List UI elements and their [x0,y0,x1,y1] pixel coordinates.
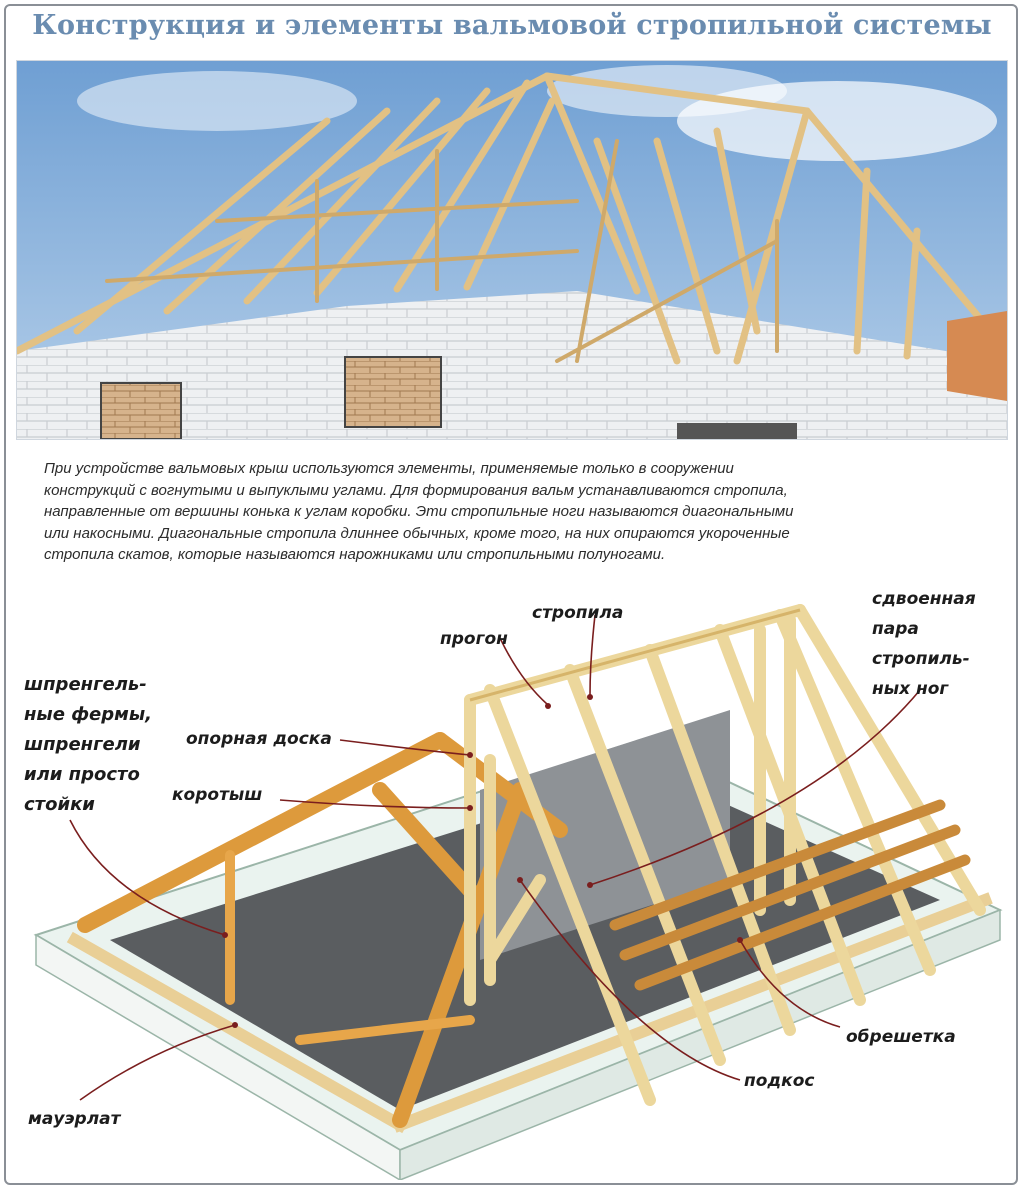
description-line: или накосными. Диагональные стропила длиннее обычных, кроме того, на них опираются укороченные [44,524,790,542]
label-obreshetka: обрешетка [846,1027,956,1047]
label-line: ных ног [872,679,949,699]
label-sdvoennaya-para [872,584,976,704]
description-line: При устройстве вальмовых крыш используются элементы, применяемые только в сооружении [44,460,734,477]
label-podkos: подкос [744,1071,815,1091]
label-line: стропиль- [872,649,970,669]
label-mauerlat: мауэрлат [28,1109,121,1129]
roof-frame-photo [16,60,1008,440]
description-line: конструкций с вогнутыми и выпуклыми углами. Для формирования вальм устанавливаются стропила, [44,481,788,499]
label-line: или просто [24,764,140,785]
label-line: шпренгели [24,734,141,755]
label-shprengel [24,670,152,820]
page-title: Конструкция и элементы вальмовой стропильной системы [32,10,992,41]
description-line: направленные от вершины конька к углам коробки. Эти стропильные ноги называются диагональными [44,503,794,521]
label-line: ные фермы, [24,704,152,725]
label-line: сдвоенная [872,589,976,609]
label-line: шпренгель- [24,674,147,695]
label-stropila: стропила [532,603,624,623]
roof-structure-diagram [0,580,1024,1180]
label-korotysh: коротыш [172,785,263,805]
description-text [44,458,994,566]
label-progon: прогон [440,629,508,649]
description-line: стропила скатов, которые называются нарожниками или стропильными полуногами. [44,546,666,564]
label-opornaya-doska: опорная доска [186,729,332,749]
label-line: стойки [24,794,95,815]
label-line: пара [872,619,919,639]
